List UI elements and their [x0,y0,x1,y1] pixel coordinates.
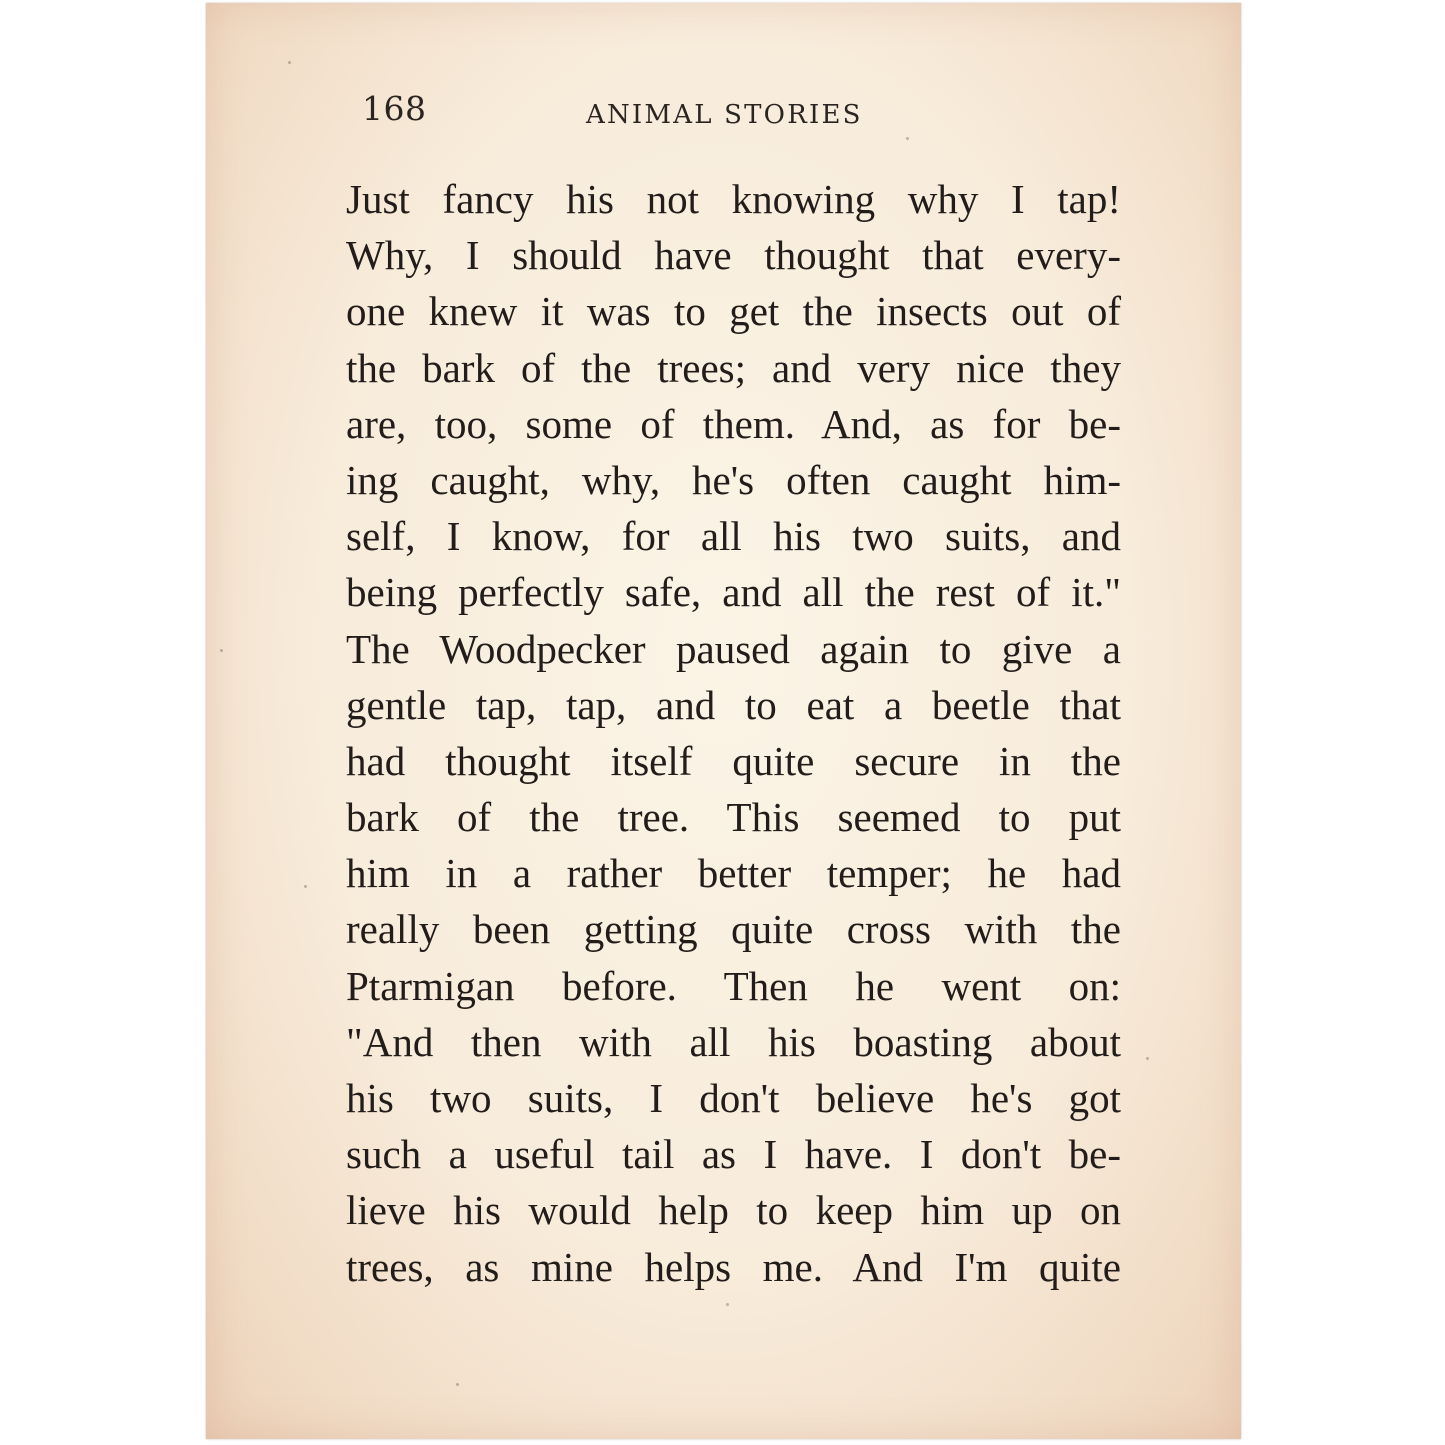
text-line: are, too, some of them. And, as for be- [346,400,1121,447]
text-line: bark of the tree. This seemed to put [346,794,1121,841]
text-line: self, I know, for all his two suits, and [346,513,1121,560]
text-line: The Woodpecker paused again to give a [346,625,1121,672]
text-line: lieve his would help to keep him up on [346,1187,1121,1234]
text-line: had thought itself quite secure in the [346,737,1121,784]
paper-speck [288,61,291,64]
text-line: him in a rather better temper; he had [346,850,1121,897]
text-line: really been getting quite cross with the [346,906,1121,953]
text-line: the bark of the trees; and very nice they [346,344,1121,391]
running-head: ANIMAL STORIES [586,100,863,130]
text-line: gentle tap, tap, and to eat a beetle that [346,681,1121,728]
text-line: "And then with all his boasting about [346,1018,1121,1065]
page-header [206,85,1241,135]
book-page [206,3,1241,1439]
paper-speck [456,1383,459,1386]
paper-speck [220,649,223,652]
paper-speck [304,885,307,888]
text-line: Ptarmigan before. Then he went on: [346,962,1121,1009]
text-line: such a useful tail as I have. I don't be- [346,1131,1121,1178]
text-line: his two suits, I don't believe he's got [346,1075,1121,1121]
body-text [346,171,1121,1295]
paper-speck [906,137,909,140]
paper-speck [726,1303,729,1306]
text-line: Why, I should have thought that every- [346,232,1121,279]
page-number: 168 [362,89,427,128]
paper-speck [1146,1057,1149,1060]
text-line: one knew it was to get the insects out of [346,288,1121,335]
text-line: Just fancy his not knowing why I tap! [346,176,1121,222]
text-line: being perfectly safe, and all the rest of it." [346,569,1121,616]
text-line: trees, as mine helps me. And I'm quite [346,1243,1121,1290]
text-line: ing caught, why, he's often caught him- [346,456,1121,503]
